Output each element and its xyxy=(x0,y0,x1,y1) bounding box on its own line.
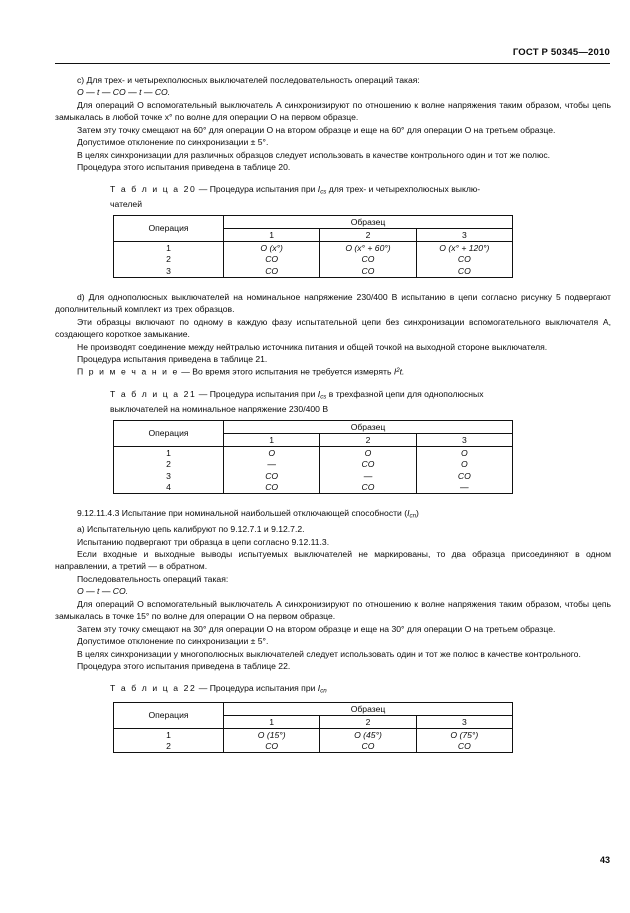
paragraph-c-sync-2: Затем эту точку смещают на 60° для операции O на втором образце и еще на 60° для операции O на третьем образце. xyxy=(77,124,556,135)
table22-value-text: CO xyxy=(361,741,375,752)
table-row xyxy=(114,241,513,253)
table21-value xyxy=(416,446,512,458)
table22-caption-text: Процедура испытания при xyxy=(209,682,318,693)
table21-op: 4 xyxy=(114,482,224,494)
table22-value xyxy=(416,740,512,752)
table20-value-text: CO xyxy=(457,265,471,276)
table20-value xyxy=(416,265,512,277)
spacer xyxy=(55,673,611,682)
table21-value-text: O xyxy=(268,447,275,458)
table21-value xyxy=(416,458,512,470)
table-row xyxy=(114,740,513,752)
table20-value xyxy=(416,254,512,266)
paragraph-c-intro: c) Для трех- и четырехполюсных выключателей последовательность операций такая: xyxy=(77,75,420,85)
table21-value-text: O xyxy=(460,447,468,458)
header-rule xyxy=(55,63,610,64)
table-row-header xyxy=(114,702,513,715)
table21-caption-text-2: в трехфазной цепи для однополюсных xyxy=(326,388,484,399)
paragraph-a-procedure-ref: Процедура этого испытания приведена в таблице 22. xyxy=(77,661,291,672)
paragraph-c-control-pole: В целях синхронизации для различных образцов следует использовать в качестве контрольного один и тот же полюс. xyxy=(77,149,551,160)
table20-value xyxy=(224,241,320,253)
table20-value-text: O (x° + 120°) xyxy=(439,242,490,253)
paragraph-d-samples: Эти образцы включают по одному в каждую фазу испытательной цепи без синхронизации вспомогательного выключателя A, создающего короткое замыкание. xyxy=(55,316,611,340)
spacer xyxy=(55,379,611,388)
table20-value xyxy=(224,254,320,266)
section-heading-9-12-11-4-3 xyxy=(55,507,611,523)
page-header-standard-number: ГОСТ Р 50345—2010 xyxy=(512,47,610,58)
table21-value-text: — xyxy=(460,482,469,493)
table-row xyxy=(114,458,513,470)
table-row-header xyxy=(114,215,513,228)
table21-caption-symbol: I xyxy=(317,388,321,399)
operation-sequence-a: O — t — CO. xyxy=(77,586,129,597)
table21-caption-text-3: выключателей на номинальное напряжение 230/400 В xyxy=(110,403,329,414)
paragraph-a-tolerance: Допустимое отклонение по синхронизации ± 5°. xyxy=(77,636,269,647)
paragraph-c-sequence xyxy=(55,86,611,98)
section-symbol-subscript: cn xyxy=(409,512,417,520)
table20-value-text: O (x°) xyxy=(260,242,283,253)
paragraph-a-sequence-label: Последовательность операций такая: xyxy=(77,573,229,584)
table22-value-text: O (15°) xyxy=(257,729,286,740)
table20-caption-dash: — xyxy=(196,183,210,194)
spacer xyxy=(55,174,611,183)
table21-caption xyxy=(55,388,611,415)
table-row-header xyxy=(114,420,513,433)
table22-header-operation: Операция xyxy=(114,702,224,728)
table21-caption-label: Т а б л и ц а 21 xyxy=(110,388,197,399)
table21-value-text: — xyxy=(267,459,276,470)
table22-col-3: 3 xyxy=(416,715,512,728)
table21-caption-subscript: cs xyxy=(320,392,327,400)
table20-caption-text-3: чателей xyxy=(110,198,142,209)
table20-value-text: CO xyxy=(457,254,471,265)
table20-value xyxy=(320,265,416,277)
table21-value xyxy=(320,470,416,482)
table21-op: 3 xyxy=(114,470,224,482)
spacer xyxy=(55,278,611,291)
table20-col-2: 2 xyxy=(320,228,416,241)
table20-op: 1 xyxy=(114,241,224,253)
paragraph-d-neutral: Не производят соединение между нейтралью источника питания и общей точкой на выходной стороне выключателя. xyxy=(77,341,548,352)
table20-caption-symbol: I xyxy=(317,183,321,194)
table-21 xyxy=(113,420,513,494)
table21-col-3: 3 xyxy=(416,433,512,446)
table21-value-text: — xyxy=(363,470,373,481)
page-content xyxy=(55,74,611,753)
table22-value-text: CO xyxy=(457,741,471,752)
table22-caption-label: Т а б л и ц а 22 xyxy=(110,682,197,693)
table20-value-text: CO xyxy=(361,254,375,265)
paragraph-d-procedure-ref: Процедура испытания приведена в таблице 21. xyxy=(77,354,268,365)
table20-caption-text: Процедура испытания при xyxy=(209,183,318,194)
paragraph-c-sync-1: Для операций O вспомогательный выключатель A синхронизируют по отношению к волне напряжения таким образом, чтобы цепь замыкалась в любой точке x° по волне для операции O на первом образце. xyxy=(55,99,611,123)
table20-col-1: 1 xyxy=(224,228,320,241)
table21-caption-text: Процедура испытания при xyxy=(209,388,318,399)
table22-value-text: CO xyxy=(265,741,279,752)
table22-caption-dash: — xyxy=(196,682,210,693)
table20-value xyxy=(416,241,512,253)
table21-value xyxy=(416,482,512,494)
table21-value-text: CO xyxy=(265,482,279,493)
table-20 xyxy=(113,215,513,278)
table21-value xyxy=(320,482,416,494)
table20-value-text: CO xyxy=(265,265,279,276)
table-row xyxy=(114,265,513,277)
table20-value xyxy=(320,254,416,266)
table20-caption xyxy=(55,183,611,210)
table21-value xyxy=(224,458,320,470)
table21-value-text: O xyxy=(460,459,468,470)
table20-caption-label: Т а б л и ц а 20 xyxy=(110,183,197,194)
table21-op: 2 xyxy=(114,458,224,470)
page-number: 43 xyxy=(599,855,610,865)
table22-caption-subscript: cn xyxy=(320,686,327,694)
table21-header-sample: Образец xyxy=(224,420,513,433)
table-row xyxy=(114,728,513,740)
table21-value-text: CO xyxy=(361,482,375,493)
section-paren-close: ) xyxy=(416,508,419,519)
section-title: Испытание при номинальной наибольшей отключающей способности ( xyxy=(121,508,408,519)
paragraph-a-sequence xyxy=(55,585,611,597)
table20-header-operation: Операция xyxy=(114,215,224,241)
paragraph-a-calibrate: a) Испытательную цепь калибруют по 9.12.7.1 и 9.12.7.2. xyxy=(77,524,305,535)
note-text: — Во время этого испытания не требуется измерять xyxy=(178,367,394,378)
table-row xyxy=(114,482,513,494)
table22-header-sample: Образец xyxy=(224,702,513,715)
table22-value xyxy=(416,728,512,740)
table22-col-2: 2 xyxy=(320,715,416,728)
spacer xyxy=(55,494,611,507)
table22-value xyxy=(224,728,320,740)
paragraph-c-procedure-ref: Процедура этого испытания приведена в таблице 20. xyxy=(77,162,291,173)
table21-value xyxy=(416,470,512,482)
table20-value-text: CO xyxy=(361,265,375,276)
note-symbol-t: t. xyxy=(399,367,405,378)
paragraph-a-control-pole: В целях синхронизации у многополюсных выключателей следует использовать один и тот же полюс в качестве контрольного. xyxy=(77,648,581,659)
table21-value xyxy=(320,446,416,458)
section-symbol-i: I xyxy=(407,508,410,519)
table21-col-2: 2 xyxy=(320,433,416,446)
table20-value-text: CO xyxy=(265,254,279,265)
paragraph-d-intro: d) Для однополюсных выключателей на номинальное напряжение 230/400 В испытанию в цепи согласно рисунку 5 подвергают дополнительный комплект из трех образцов. xyxy=(55,291,611,315)
table20-caption-text-2: для трех- и четырехполюсных выклю- xyxy=(326,183,481,194)
paragraph-a-sync-1: Для операций O вспомогательный выключатель A синхронизируют по отношению к волне напряжения таким образом, чтобы цепь замыкалась в точке 15° по волне для операции O на первом образце. xyxy=(55,598,611,622)
paragraph-note xyxy=(55,365,611,378)
table-row xyxy=(114,470,513,482)
table21-value-text: CO xyxy=(265,470,279,481)
table22-op: 1 xyxy=(114,728,224,740)
table-row xyxy=(114,254,513,266)
table21-value-text: CO xyxy=(361,459,375,470)
note-symbol-i: I xyxy=(393,367,397,378)
table20-value-text: O (x° + 60°) xyxy=(345,242,391,253)
table21-value xyxy=(224,482,320,494)
table21-caption-dash: — xyxy=(196,388,210,399)
paragraph-c-tolerance: Допустимое отклонение по синхронизации ± 5°. xyxy=(77,137,269,148)
table21-value xyxy=(320,458,416,470)
table22-col-1: 1 xyxy=(224,715,320,728)
table21-op: 1 xyxy=(114,446,224,458)
note-label: П р и м е ч а н и е xyxy=(77,367,179,378)
table20-value xyxy=(224,265,320,277)
paragraph-a-terminals: Если входные и выходные выводы испытуемых выключателей не маркированы, то два образца присоединяют в одном направлении, а третий — в обратном. xyxy=(55,548,611,572)
table20-op: 2 xyxy=(114,254,224,266)
table20-caption-subscript: cs xyxy=(320,187,327,195)
table20-value xyxy=(320,241,416,253)
table-row xyxy=(114,446,513,458)
table-22 xyxy=(113,702,513,753)
table22-value-text: O (75°) xyxy=(450,729,479,740)
paragraph-a-three-samples: Испытанию подвергают три образца в цепи согласно 9.12.11.3. xyxy=(77,536,330,547)
paragraph-a-sync-2: Затем эту точку смещают на 30° для операции O на втором образце и еще на 30° для операции O на третьем образце. xyxy=(77,623,556,634)
table20-header-sample: Образец xyxy=(224,215,513,228)
table21-col-1: 1 xyxy=(224,433,320,446)
table22-value xyxy=(224,740,320,752)
table21-value xyxy=(224,446,320,458)
table22-value xyxy=(320,740,416,752)
table21-header-operation: Операция xyxy=(114,420,224,446)
table22-value xyxy=(320,728,416,740)
section-number: 9.12.11.4.3 xyxy=(77,508,122,519)
operation-sequence-c: O — t — CO — t — CO. xyxy=(77,87,171,98)
table22-caption xyxy=(55,682,611,697)
table22-caption-symbol: I xyxy=(317,682,321,693)
table20-op: 3 xyxy=(114,265,224,277)
table20-col-3: 3 xyxy=(416,228,512,241)
table21-value-text: O xyxy=(364,447,372,458)
table22-op: 2 xyxy=(114,740,224,752)
table21-value xyxy=(224,470,320,482)
table22-value-text: O (45°) xyxy=(354,729,382,740)
table21-value-text: CO xyxy=(457,470,471,481)
note-symbol-exponent: 2 xyxy=(396,367,400,375)
